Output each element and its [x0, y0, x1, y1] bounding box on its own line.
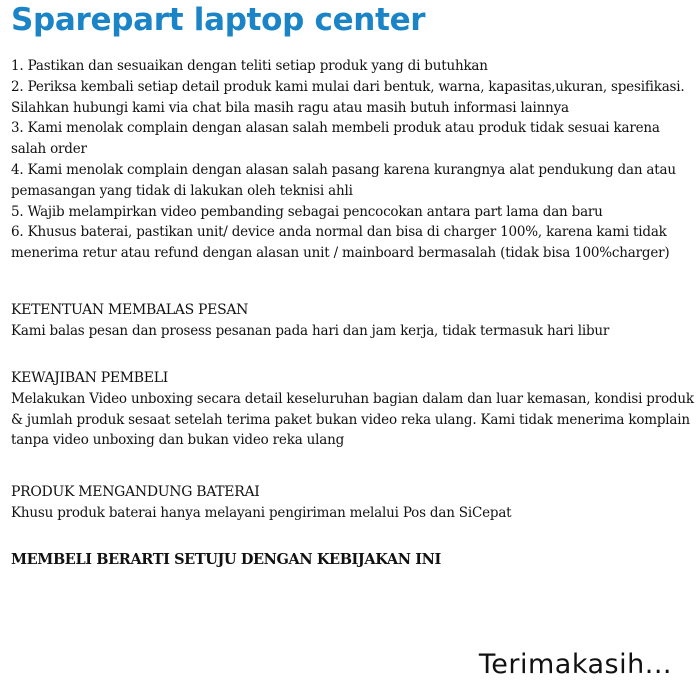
rule-item-2: 2. Periksa kembali setiap detail produk kami mulai dari bentuk, warna, kapasitas,ukuran, spesifikasi. Silahkan hubungi kami via chat bila masih ragu atau masih butuh informasi lainnya — [11, 78, 685, 116]
section-buyer-obligation — [11, 368, 697, 451]
rule-item-3: 3. Kami menolak complain dengan alasan salah membeli produk atau produk tidak sesuai karena salah order — [11, 120, 660, 158]
rule-item-5: 5. Wajib melampirkan video pembanding sebagai pencocokan antara part lama dan baru — [11, 203, 603, 220]
section-body: Melakukan Video unboxing secara detail keseluruhan bagian dalam dan luar kemasan, kondisi produk & jumlah produk sesaat setelah terima paket bukan video reka ulang. Kami tidak menerima komplain tanpa video unboxing dan bukan video reka ulang — [11, 390, 694, 449]
agreement-statement: MEMBELI BERARTI SETUJU DENGAN KEBIJAKAN INI — [11, 551, 441, 568]
section-heading: PRODUK MENGANDUNG BATERAI — [11, 484, 260, 500]
thank-you-text: Terimakasih... — [478, 649, 672, 680]
section-body: Khusu produk baterai hanya melayani pengiriman melalui Pos dan SiCepat — [11, 504, 512, 521]
section-heading: KEWAJIBAN PEMBELI — [11, 370, 168, 386]
section-battery-products — [11, 482, 697, 524]
page-title: Sparepart laptop center — [11, 2, 426, 38]
section-heading: KETENTUAN MEMBALAS PESAN — [11, 302, 249, 318]
section-reply-policy — [11, 300, 697, 342]
section-body: Kami balas pesan dan prosess pesanan pada hari dan jam kerja, tidak termasuk hari libur — [11, 322, 610, 339]
rule-item-4: 4. Kami menolak complain dengan alasan salah pasang karena kurangnya alat pendukung dan atau pemasangan yang tidak di lakukan oleh teknisi ahli — [11, 161, 676, 199]
rules-list — [11, 56, 697, 264]
rule-item-1: 1. Pastikan dan sesuaikan dengan teliti setiap produk yang di butuhkan — [11, 58, 488, 74]
rule-item-6: 6. Khusus baterai, pastikan unit/ device anda normal dan bisa di charger 100%, karena kami tidak menerima retur atau refund dengan alasan unit / mainboard bermasalah (tidak bisa 100%charger) — [11, 224, 670, 262]
